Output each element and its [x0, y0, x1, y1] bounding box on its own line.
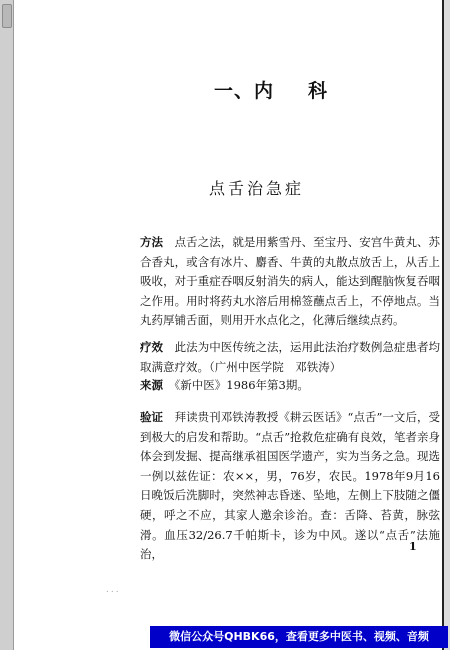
label-verification: 验证: [140, 410, 164, 424]
text-efficacy: 此法为中医传统之法，运用此法治疗数例急症患者均取满意疗效。（广州中医学院 邓铁涛）: [140, 340, 441, 374]
faint-scan-mark: ...: [106, 585, 121, 595]
chapter-title-end: 科: [308, 80, 329, 102]
label-source: 来源: [140, 378, 163, 392]
wechat-banner: 微信公众号QHBK66，查看更多中医书、视频、音频: [150, 626, 448, 648]
scroll-thumb[interactable]: [2, 4, 12, 28]
text-verification: 拜读贵刊邓铁涛教授《耕云医话》“点舌”一文后，受到极大的启发和帮助。“点舌”抢救危症确有良效，笔者亲身体会到发掘、提高继承祖国医学遗产，实为当务之急。现选一例以兹佐证：农××，男，76岁，农民。1978年9月16日晚饭后洗脚时，突然神志昏迷、坠地，左侧上下肢随之僵硬，呼之不应，其家人邀余诊治。查：舌降、苔黄，脉弦滑。血压32/26.7千帕斯卡，诊为中风。遂以“点舌”法施治，: [140, 410, 440, 562]
label-efficacy: 疗效: [140, 340, 164, 354]
paragraph-verification: [117, 408, 440, 565]
chapter-title: [214, 76, 328, 103]
section-title: 点舌治急症: [209, 179, 305, 198]
label-method: 方法: [140, 235, 164, 249]
paragraph-efficacy: [117, 338, 440, 377]
text-method: 点舌之法，就是用紫雪丹、至宝丹、安宫牛黄丸、苏合香丸，或含有冰片、麝香、牛黄的丸散点放舌上，从舌上吸收，对于重症吞咽反射消失的病人，能达到醒脑恢复吞咽之作用。用时将药丸水溶后用棉签蘸点舌上，不停地点。当丸药厚铺舌面，则用开水点化之，化薄后继续点药。: [140, 235, 441, 328]
paragraph-source: [117, 376, 440, 396]
chapter-title-main: 一、内: [214, 80, 275, 102]
text-source: 《新中医》1986年第3期。: [174, 378, 309, 392]
page-number: 1: [409, 540, 417, 553]
document-page: [14, 0, 444, 650]
paragraph-method: [117, 233, 440, 331]
left-scrollbar[interactable]: [0, 0, 14, 650]
